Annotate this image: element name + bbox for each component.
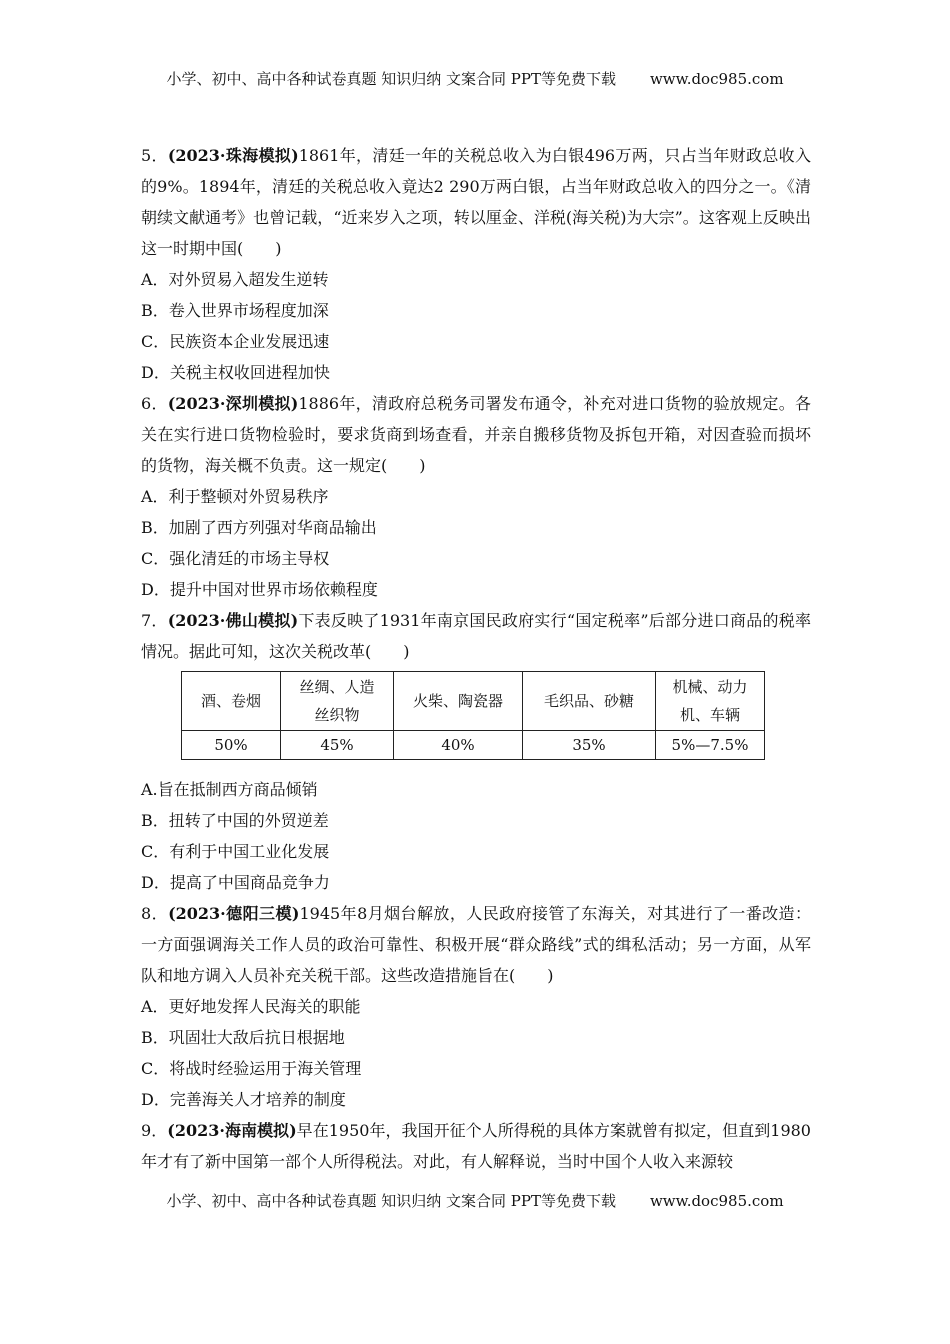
page-footer	[0, 1190, 950, 1211]
question-source: (2023·德阳三模)	[168, 904, 300, 923]
option-b[interactable]: B．巩固壮大敌后抗日根据地	[141, 1028, 345, 1047]
question-source: (2023·珠海模拟)	[167, 146, 299, 165]
option-b[interactable]: B．加剧了西方列强对华商品输出	[141, 518, 377, 537]
footer-text: 小学、初中、高中各种试卷真题 知识归纳 文案合同 PPT等免费下载	[166, 1192, 616, 1210]
tax-rate-table	[181, 671, 765, 760]
header-url[interactable]: www.doc985.com	[649, 70, 784, 88]
table-cell: 45%	[281, 731, 394, 760]
option-d[interactable]: D．提升中国对世界市场依赖程度	[141, 580, 378, 599]
option-c[interactable]: C．将战时经验运用于海关管理	[141, 1059, 362, 1078]
table-cell: 40%	[394, 731, 523, 760]
option-c[interactable]: C．有利于中国工业化发展	[141, 842, 330, 861]
question-number: 6．	[141, 394, 168, 413]
table-cell: 50%	[182, 731, 281, 760]
question-7	[141, 605, 811, 898]
question-stem: 1861年，清廷一年的关税总收入为白银496万两，只占当年财政总收入的9%。1894年，清廷的关税总收入竟达2 290万两白银，占当年财政总收入的四分之一。《清朝续文献通考》也曾记载，“近来岁入之项，转以厘金、洋税(海关税)为大宗”。这客观上反映出这一时期中国( )	[141, 146, 811, 258]
table-header-cell: 酒、卷烟	[182, 672, 281, 731]
table-header-cell: 机械、动力 机、车辆	[656, 672, 765, 731]
page-header	[0, 68, 950, 89]
option-a[interactable]: A．对外贸易入超发生逆转	[141, 270, 329, 289]
header-text: 小学、初中、高中各种试卷真题 知识归纳 文案合同 PPT等免费下载	[166, 70, 616, 88]
question-number: 5．	[141, 146, 168, 165]
question-list	[141, 140, 811, 1177]
option-b[interactable]: B．扭转了中国的外贸逆差	[141, 811, 329, 830]
question-5	[141, 140, 811, 388]
question-8	[141, 898, 811, 1115]
table-header-cell: 毛织品、砂糖	[523, 672, 656, 731]
table-header-row	[182, 672, 765, 731]
table-row	[182, 731, 765, 760]
option-d[interactable]: D．关税主权收回进程加快	[141, 363, 330, 382]
question-source: (2023·佛山模拟)	[167, 611, 299, 630]
question-source: (2023·海南模拟)	[167, 1121, 297, 1140]
table-header-cell: 火柴、陶瓷器	[394, 672, 523, 731]
question-stem: 1945年8月烟台解放，人民政府接管了东海关，对其进行了一番改造：一方面强调海关工作人员的政治可靠性、积极开展“群众路线”式的缉私活动；另一方面，从军队和地方调入人员补充关税干部。这些改造措施旨在( )	[141, 904, 811, 985]
option-a[interactable]: A．利于整顿对外贸易秩序	[141, 487, 329, 506]
question-stem: 下表反映了1931年南京国民政府实行“国定税率”后部分进口商品的税率情况。据此可知，这次关税改革( )	[141, 611, 811, 661]
question-stem: 1886年，清政府总税务司署发布通令，补充对进口货物的验放规定。各关在实行进口货物检验时，要求货商到场查看，并亲自搬移货物及拆包开箱，对因查验而损坏的货物，海关概不负责。这一规定( )	[141, 394, 811, 475]
footer-url[interactable]: www.doc985.com	[649, 1192, 784, 1210]
question-number: 8．	[141, 904, 169, 923]
table-header-cell: 丝绸、人造 丝织物	[281, 672, 394, 731]
question-6	[141, 388, 811, 605]
option-a[interactable]: A.旨在抵制西方商品倾销	[141, 780, 318, 799]
option-c[interactable]: C．民族资本企业发展迅速	[141, 332, 330, 351]
option-b[interactable]: B．卷入世界市场程度加深	[141, 301, 329, 320]
question-number: 9．	[141, 1121, 168, 1140]
table-cell: 35%	[523, 731, 656, 760]
option-a[interactable]: A．更好地发挥人民海关的职能	[141, 997, 361, 1016]
question-number: 7．	[141, 611, 168, 630]
option-d[interactable]: D．完善海关人才培养的制度	[141, 1090, 346, 1109]
table-cell: 5%—7.5%	[656, 731, 765, 760]
option-c[interactable]: C．强化清廷的市场主导权	[141, 549, 330, 568]
question-stem: 早在1950年，我国开征个人所得税的具体方案就曾有拟定，但直到1980年才有了新中国第一部个人所得税法。对此，有人解释说，当时中国个人收入来源较	[141, 1121, 811, 1171]
question-9	[141, 1115, 811, 1177]
option-d[interactable]: D．提高了中国商品竞争力	[141, 873, 330, 892]
question-source: (2023·深圳模拟)	[167, 394, 299, 413]
